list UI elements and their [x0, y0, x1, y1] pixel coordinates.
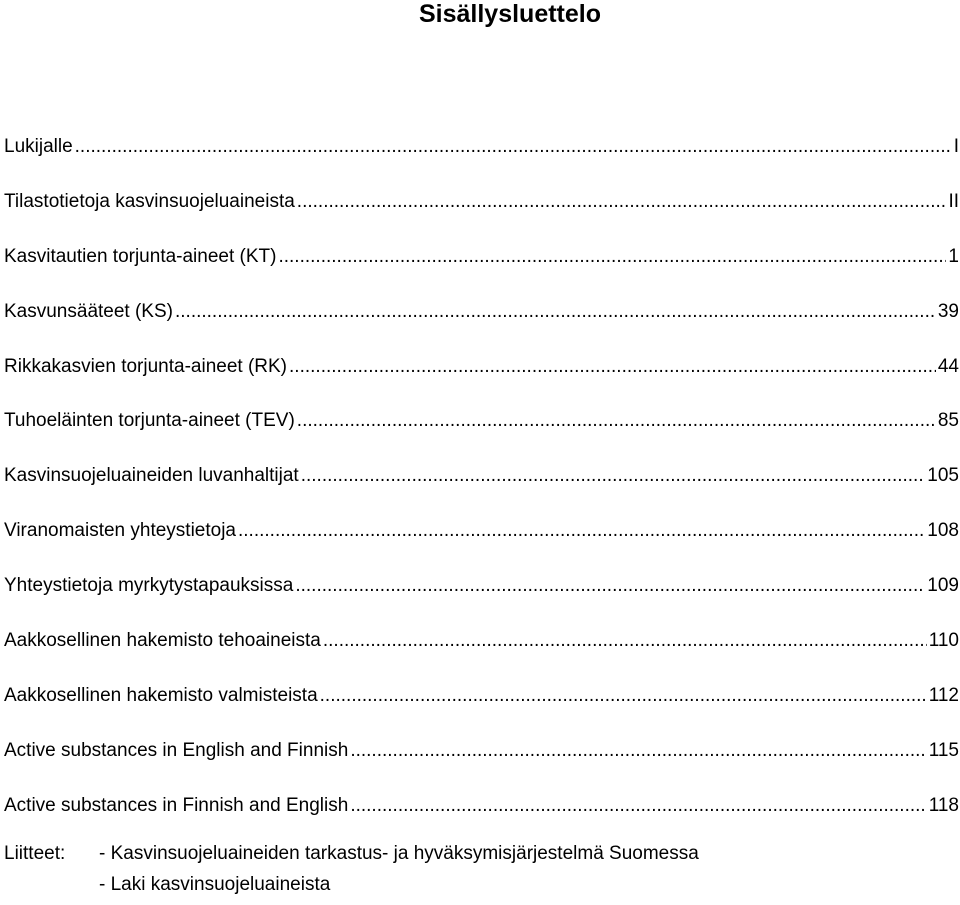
- toc-entry-page: 39: [937, 300, 959, 322]
- toc-entry-label: Kasvunsääteet (KS): [4, 300, 173, 322]
- toc-entry-page: 108: [927, 520, 959, 542]
- toc-entry-label: Tuhoeläinten torjunta-aineet (TEV): [4, 410, 295, 432]
- appendices-label: Liitteet:: [4, 843, 66, 864]
- toc-entry-rikkakasvien-torjunta-aineet[interactable]: [4, 356, 959, 411]
- toc-dot-leader: [297, 410, 936, 432]
- toc-entry-label: Kasvitautien torjunta-aineet (KT): [4, 245, 277, 267]
- toc-entry-page: 105: [927, 465, 959, 487]
- appendices-row: [4, 843, 699, 874]
- toc-entry-label: Aakkosellinen hakemisto tehoaineista: [4, 630, 321, 652]
- toc-dot-leader: [75, 136, 952, 158]
- toc-entry-label: Yhteystietoja myrkytystapauksissa: [4, 575, 294, 597]
- toc-entry-label: Tilastotietoja kasvinsuojeluaineista: [4, 190, 295, 212]
- toc-dot-leader: [175, 301, 936, 323]
- appendices: [4, 843, 699, 905]
- toc-entry-label: Lukijalle: [4, 136, 73, 157]
- toc-entry-label: Rikkakasvien torjunta-aineet (RK): [4, 355, 288, 377]
- toc-entry-page: 44: [937, 355, 959, 377]
- toc-dot-leader: [297, 191, 947, 213]
- toc-entry-page: 1: [948, 245, 959, 267]
- appendices-row: [4, 874, 699, 905]
- toc-entry-label: Aakkosellinen hakemisto valmisteista: [4, 684, 318, 706]
- toc-entry-hakemisto-tehoaineista[interactable]: [4, 630, 959, 685]
- toc-entry-label: Active substances in Finnish and English: [4, 794, 349, 816]
- toc-entry-page: 110: [928, 630, 959, 652]
- toc-dot-leader: [278, 246, 946, 268]
- toc-entry-page: 85: [937, 410, 959, 432]
- toc-entry-label: Viranomaisten yhteystietoja: [4, 520, 236, 542]
- toc-entry-lukijalle[interactable]: [4, 136, 959, 191]
- toc-dot-leader: [289, 356, 936, 378]
- toc-entry-kasvitautien-torjunta-aineet[interactable]: [4, 246, 959, 301]
- toc-dot-leader: [350, 740, 926, 762]
- toc-dot-leader: [350, 795, 926, 817]
- toc-entry-luvanhaltijat[interactable]: [4, 465, 959, 520]
- toc-dot-leader: [295, 575, 925, 597]
- toc-entry-page: I: [953, 136, 959, 157]
- toc-entry-tuhoelainten-torjunta-aineet[interactable]: [4, 410, 959, 465]
- toc-entry-page: 118: [928, 794, 959, 816]
- toc-entry-viranomaisten-yhteystietoja[interactable]: [4, 520, 959, 575]
- toc-entry-page: 109: [927, 575, 959, 597]
- toc-entry-myrkytystapaukset[interactable]: [4, 575, 959, 630]
- toc-entry-kasvunsaateet[interactable]: [4, 301, 959, 356]
- toc-entry-page: 112: [928, 684, 959, 706]
- appendices-label-spacer: [4, 874, 99, 905]
- table-of-contents: [4, 136, 959, 850]
- toc-entry-page: 115: [928, 739, 959, 761]
- toc-entry-page: II: [948, 190, 959, 212]
- toc-entry-tilastotietoja[interactable]: [4, 191, 959, 246]
- toc-dot-leader: [238, 520, 925, 542]
- toc-entry-active-substances-fi-en[interactable]: [4, 795, 959, 850]
- toc-entry-active-substances-en-fi[interactable]: [4, 740, 959, 795]
- toc-entry-label: Active substances in English and Finnish: [4, 739, 349, 761]
- toc-entry-hakemisto-valmisteista[interactable]: [4, 685, 959, 740]
- toc-dot-leader: [301, 465, 926, 487]
- appendix-item: - Laki kasvinsuojeluaineista: [99, 874, 331, 895]
- toc-dot-leader: [323, 630, 927, 652]
- page-title: Sisällysluettelo: [418, 0, 602, 28]
- toc-dot-leader: [320, 685, 927, 707]
- appendix-item: - Kasvinsuojeluaineiden tarkastus- ja hyväksymisjärjestelmä Suomessa: [99, 843, 699, 864]
- toc-entry-label: Kasvinsuojeluaineiden luvanhaltijat: [4, 465, 299, 487]
